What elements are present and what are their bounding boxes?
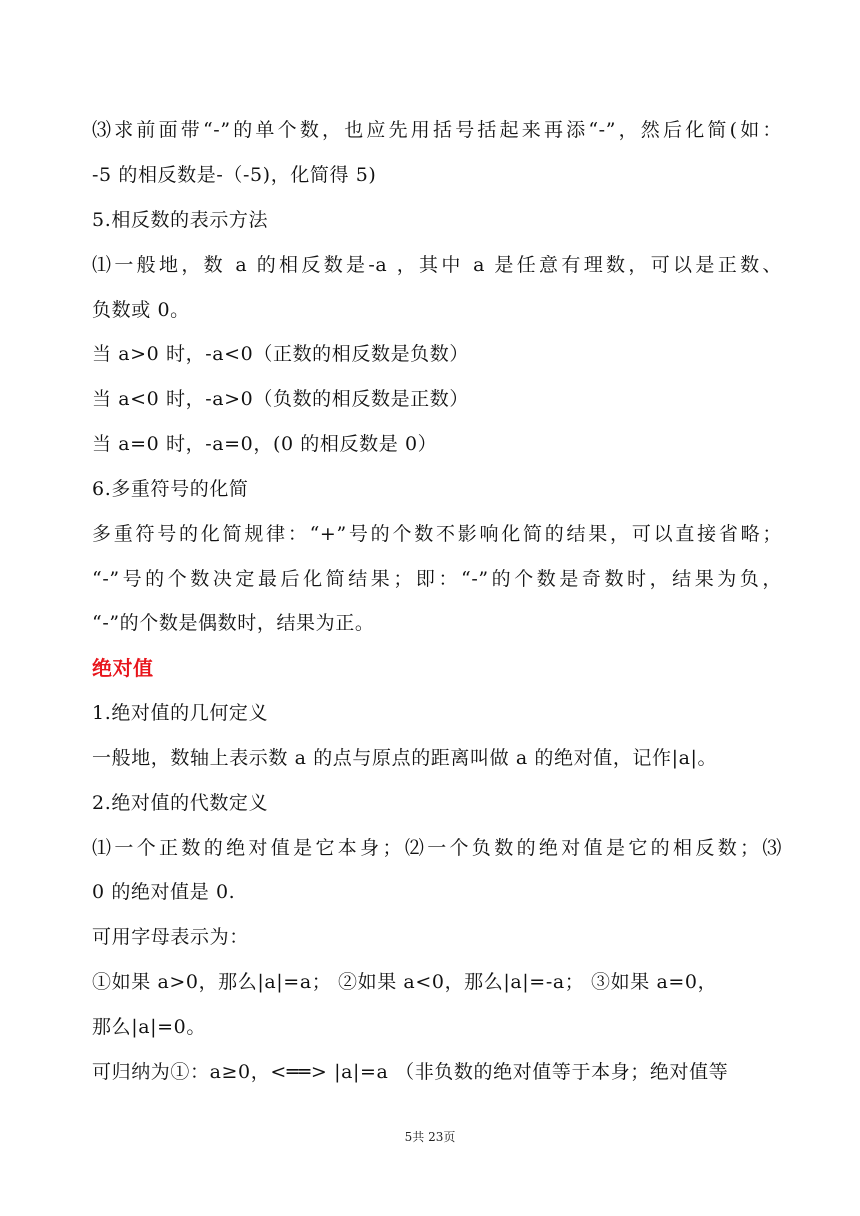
text-line-opposite-example: -5 的相反数是-（-5)，化简得 5) <box>92 164 377 186</box>
text-line-cases-cont: 那么|a|=0。 <box>92 1016 206 1038</box>
chapter-heading-absolute-value: 绝对值 <box>92 656 154 680</box>
text-line-letter-form: 可用字母表示为： <box>92 926 249 948</box>
text-line-opposite-general: ⑴一般地，数 a 的相反数是-a ，其中 a 是任意有理数，可以是正数、 <box>92 254 782 276</box>
text-line-opposite-step3: ⑶求前面带“-”的单个数，也应先用括号括起来再添“-”，然后化简(如： <box>92 119 782 141</box>
section-heading-geometric-definition: 1.绝对值的几何定义 <box>92 702 269 724</box>
text-line-sign-rule-3: “-”的个数是偶数时，结果为正。 <box>92 612 375 634</box>
text-line-sign-rule-2: “-”号的个数决定最后化简结果；即：“-”的个数是奇数时，结果为负， <box>92 568 782 590</box>
section-heading-multiple-signs: 6.多重符号的化简 <box>92 478 249 500</box>
page-number: 5共 23页 <box>404 1130 456 1144</box>
text-line-geometric-definition: 一般地，数轴上表示数 a 的点与原点的距离叫做 a 的绝对值，记作|a|。 <box>92 747 718 769</box>
section-heading-opposite-notation: 5.相反数的表示方法 <box>92 209 269 231</box>
text-line-case-negative: 当 a<0 时，-a>0（负数的相反数是正数） <box>92 388 469 410</box>
text-line-case-positive: 当 a>0 时，-a<0（正数的相反数是负数） <box>92 343 469 365</box>
text-line-case-zero: 当 a=0 时，-a=0，(0 的相反数是 0） <box>92 433 438 455</box>
text-line-algebraic-definition-cont: 0 的绝对值是 0. <box>92 881 236 903</box>
text-line-cases: ①如果 a>0，那么|a|=a； ②如果 a<0，那么|a|=-a； ③如果 a=0， <box>92 971 718 993</box>
text-line-summary: 可归纳为①：a≥0，<══> |a|=a （非负数的绝对值等于本身；绝对值等 <box>92 1061 729 1083</box>
text-line-algebraic-definition: ⑴一个正数的绝对值是它本身；⑵一个负数的绝对值是它的相反数；⑶ <box>92 837 782 859</box>
text-line-sign-rule-1: 多重符号的化简规律：“+”号的个数不影响化简的结果，可以直接省略； <box>92 523 782 545</box>
section-heading-algebraic-definition: 2.绝对值的代数定义 <box>92 792 269 814</box>
text-line-opposite-general-cont: 负数或 0。 <box>92 299 190 321</box>
